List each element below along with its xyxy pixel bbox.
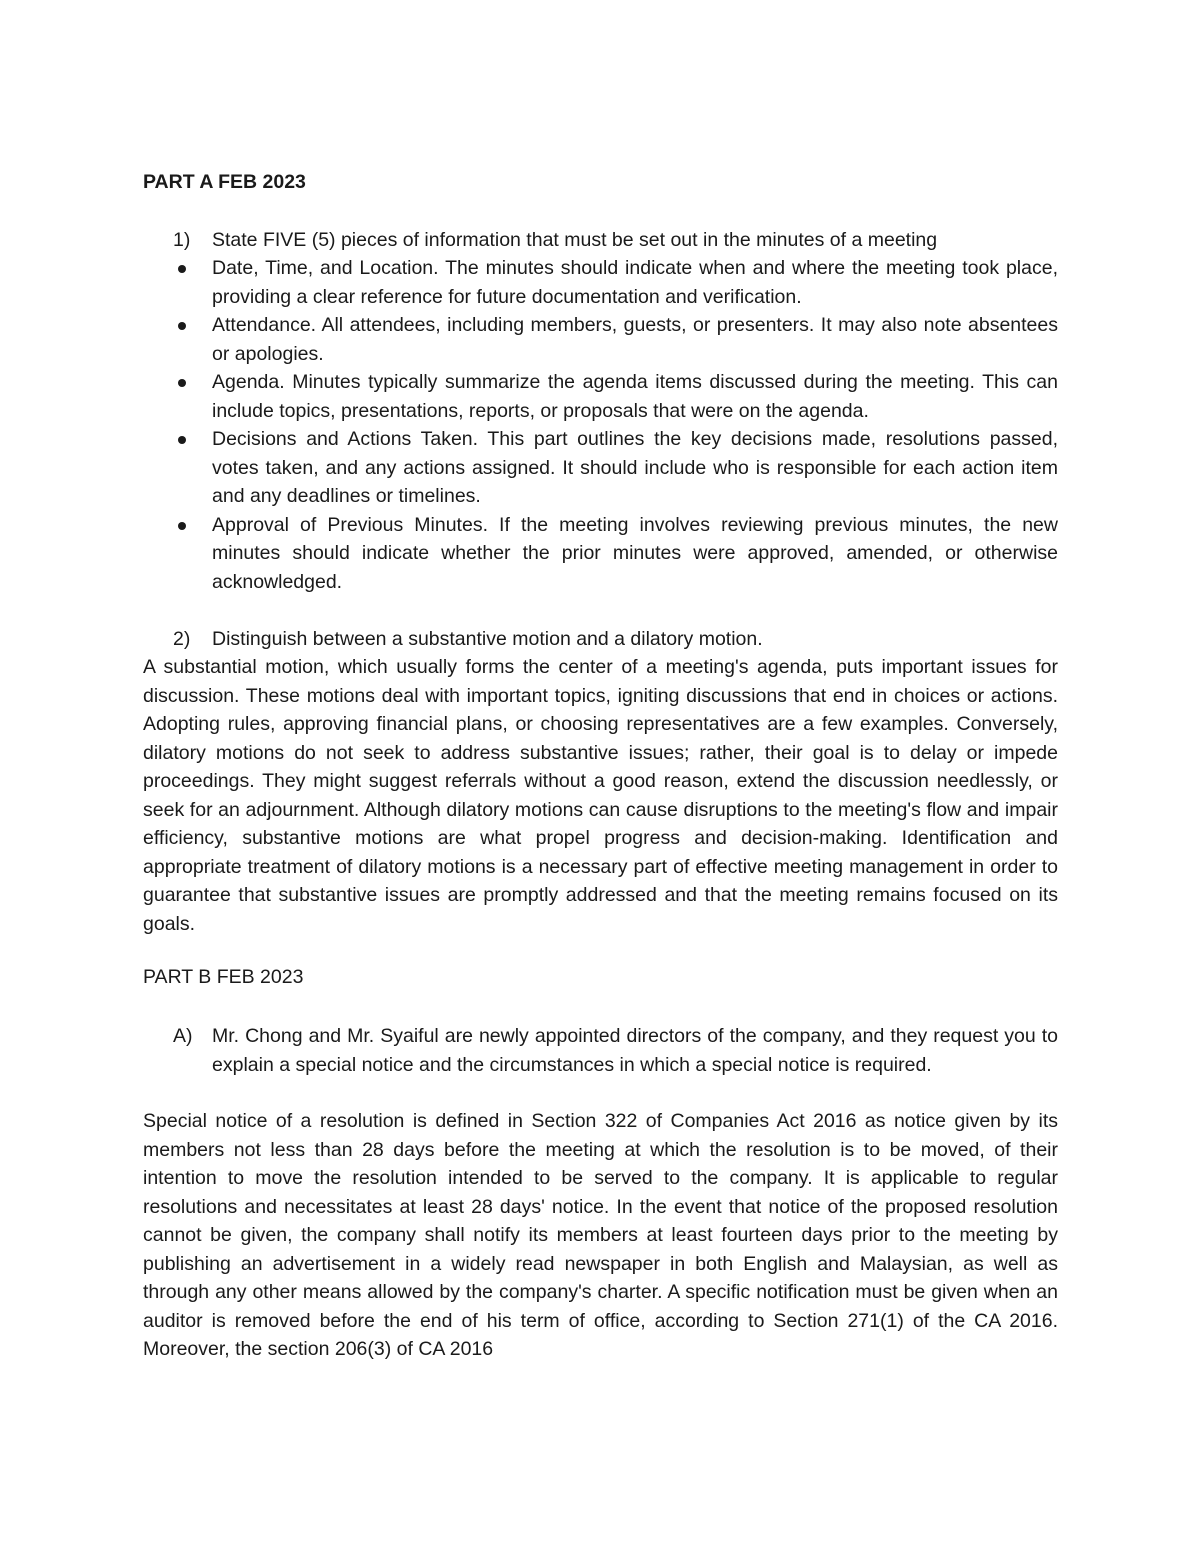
list-item [143, 311, 1058, 368]
question-1-text: State FIVE (5) pieces of information that must be set out in the minutes of a meeting [212, 229, 938, 251]
list-item [143, 511, 1058, 597]
part-b-title: PART B FEB 2023 [143, 966, 304, 988]
question-a-answer: Special notice of a resolution is defined in Section 322 of Companies Act 2016 as notice given by its members not less than 28 days before the meeting at which the resolution is to be moved, of their intention to move the resolution intended to be served to the company. It is applicable to regular resolutions and necessitates at least 28 days' notice. In the event that notice of the proposed resolution cannot be given, the company shall notify its members at least fourteen days prior to the meeting by publishing an advertisement in a widely read newspaper in both English and Malaysian, as well as through any other means allowed by the company's charter. A specific notification must be given when an auditor is removed before the end of his term of office, according to Section 271(1) of the CA 2016. Moreover, the section 206(3) of CA 2016 [143, 1110, 1058, 1360]
question-2-answer: A substantial motion, which usually forms the center of a meeting's agenda, puts important issues for discussion. These motions deal with important topics, igniting discussions that end in choices or actions. Adopting rules, approving financial plans, or choosing representatives are a few examples. Conversely, dilatory motions do not seek to address substantive issues; rather, their goal is to delay or impede proceedings. They might suggest referrals without a good reason, extend the discussion needlessly, or seek for an adjournment. Although dilatory motions can cause disruptions to the meeting's flow and impair efficiency, substantive motions are what propel progress and decision-making. Identification and appropriate treatment of dilatory motions is a necessary part of effective meeting management in order to guarantee that substantive issues are promptly addressed and that the meeting remains focused on its goals. [143, 656, 1058, 935]
bullet-text: Decisions and Actions Taken. This part outlines the key decisions made, resolutions passed, votes taken, and any actions assigned. It should include who is responsible for each action item and any deadlines or timelines. [212, 428, 1058, 507]
bullet-icon [178, 379, 186, 387]
part-a-title: PART A FEB 2023 [143, 171, 306, 193]
list-item [143, 368, 1058, 425]
bullet-text: Agenda. Minutes typically summarize the agenda items discussed during the meeting. This can include topics, presentations, reports, or proposals that were on the agenda. [212, 371, 1058, 422]
question-1-marker: 1) [173, 229, 191, 251]
question-2 [143, 625, 1058, 654]
bullet-text: Attendance. All attendees, including members, guests, or presenters. It may also note absentees or apologies. [212, 314, 1058, 365]
question-a [143, 1022, 1058, 1079]
question-2-marker: 2) [173, 628, 191, 650]
question-1 [143, 226, 1058, 255]
minutes-info-list [143, 254, 1058, 596]
bullet-icon [178, 322, 186, 330]
bullet-icon [178, 522, 186, 530]
bullet-icon [178, 436, 186, 444]
question-a-text: Mr. Chong and Mr. Syaiful are newly appointed directors of the company, and they request you to explain a special notice and the circumstances in which a special notice is required. [212, 1025, 1058, 1076]
list-item [143, 254, 1058, 311]
bullet-text: Date, Time, and Location. The minutes should indicate when and where the meeting took place, providing a clear reference for future documentation and verification. [212, 257, 1058, 308]
question-a-marker: A) [173, 1025, 193, 1047]
bullet-icon [178, 265, 186, 273]
question-2-text: Distinguish between a substantive motion and a dilatory motion. [212, 628, 763, 650]
bullet-text: Approval of Previous Minutes. If the meeting involves reviewing previous minutes, the new minutes should indicate whether the prior minutes were approved, amended, or otherwise acknowledged. [212, 513, 1058, 593]
list-item [143, 425, 1058, 511]
